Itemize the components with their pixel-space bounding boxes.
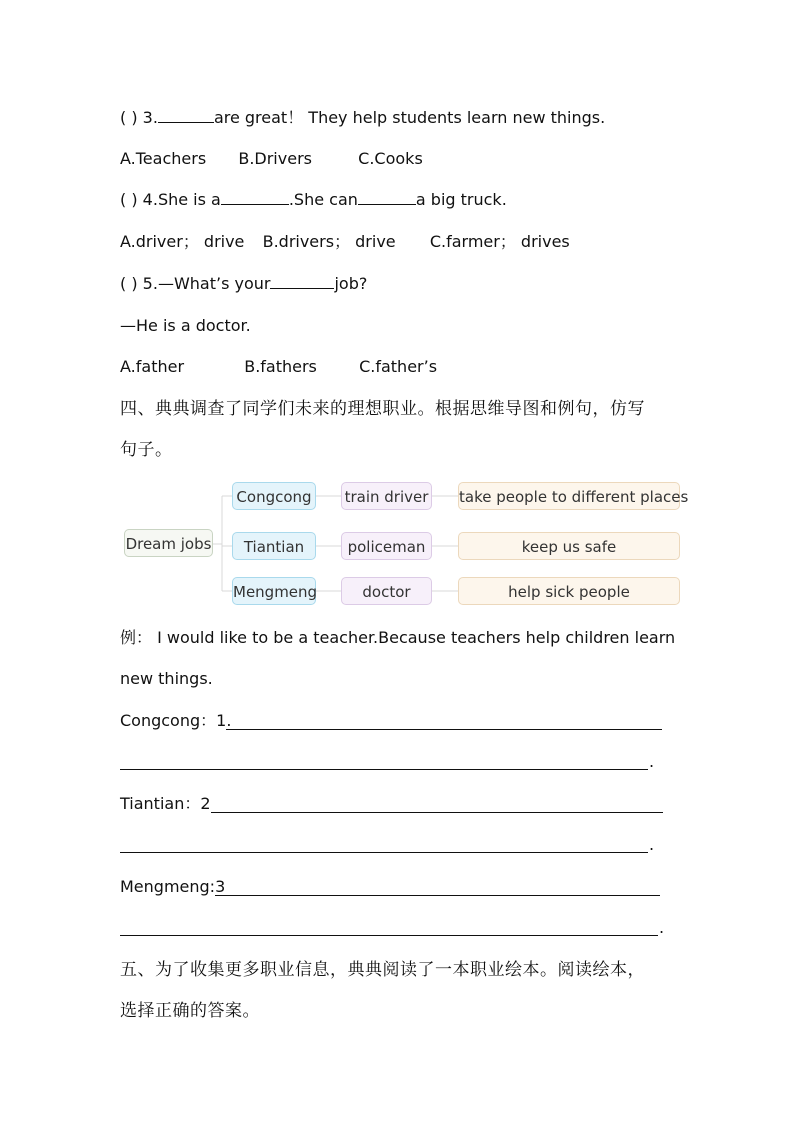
answer-2-line[interactable] [211, 812, 663, 813]
question-text: are great！ They help students learn new things. [213, 108, 606, 127]
question-number: 3. [142, 108, 158, 127]
answer-paren: ( ) [120, 108, 138, 127]
mindmap-job-tiantian: policeman [341, 532, 432, 560]
answer-1-period: . [649, 752, 655, 771]
option-c: C.Cooks [358, 149, 423, 168]
example-sentence-cont: new things. [120, 669, 213, 688]
option-a: A.Teachers [120, 149, 207, 168]
option-a: A.driver； drive [120, 232, 245, 251]
mindmap-root: Dream jobs [124, 529, 213, 557]
mindmap-name-mengmeng: Mengmeng [232, 577, 316, 605]
section-5-heading: 五、为了收集更多职业信息，典典阅读了一本职业绘本。阅读绘本， [120, 960, 645, 980]
section-5-heading-cont: 选择正确的答案。 [120, 1001, 260, 1021]
answer-3-period: . [659, 918, 665, 937]
option-b: B.Drivers [238, 149, 312, 168]
mindmap-action-mengmeng: help sick people [458, 577, 680, 605]
answer-paren: ( ) [120, 274, 138, 293]
example-sentence: 例： I would like to be a teacher.Because teachers help children learn [120, 628, 676, 647]
mindmap-job-congcong: train driver [341, 482, 432, 510]
mindmap-action-tiantian: keep us safe [458, 532, 680, 560]
mindmap-name-tiantian: Tiantian [232, 532, 316, 560]
option-b: B.drivers； drive [262, 232, 396, 251]
option-c: C.father’s [359, 357, 438, 376]
answer-1-line[interactable] [226, 729, 662, 730]
section-4-heading-cont: 句子。 [120, 440, 173, 460]
question-text-end: a big truck. [415, 190, 507, 209]
mindmap-name-congcong: Congcong [232, 482, 316, 510]
answer-1-line-2[interactable] [120, 769, 648, 770]
answer-3-line[interactable] [215, 895, 660, 896]
answer-2-period: . [649, 835, 655, 854]
option-a: A.father [120, 357, 185, 376]
mindmap-job-mengmeng: doctor [341, 577, 432, 605]
answer-2-line-2[interactable] [120, 852, 648, 853]
answer-3-line-2[interactable] [120, 935, 658, 936]
section-4-heading: 四、典典调查了同学们未来的理想职业。根据思维导图和例句，仿写 [120, 399, 645, 419]
mindmap-action-congcong: take people to different places [458, 482, 680, 510]
question-text: 5.—What’s your [142, 274, 271, 293]
option-c: C.farmer； drives [429, 232, 570, 251]
question-text-mid: .She can [288, 190, 358, 209]
answer-paren: ( ) [120, 190, 138, 209]
option-b: B.fathers [244, 357, 317, 376]
question-text: 4.She is a [142, 190, 221, 209]
answer-2-label: Tiantian：2 [120, 794, 211, 813]
question-text-end: job? [334, 274, 368, 293]
answer-1-label: Congcong：1. [120, 711, 232, 730]
question-5-answer: —He is a doctor. [120, 316, 251, 335]
answer-3-label: Mengmeng:3 [120, 877, 226, 896]
